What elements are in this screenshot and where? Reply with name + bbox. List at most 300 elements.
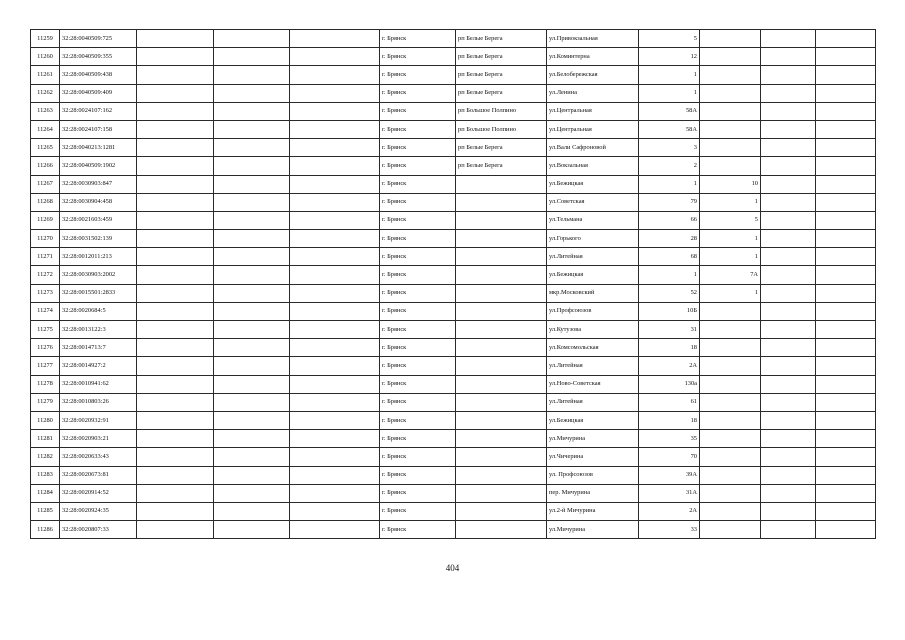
cell-empty <box>761 484 816 502</box>
cell-empty <box>137 375 214 393</box>
cell-empty <box>816 30 876 48</box>
cell-record-number: 11266 <box>31 157 60 175</box>
cell-street: ул.Литейная <box>547 393 639 411</box>
cell-cadastral-number: 32:28:0014927:2 <box>60 357 137 375</box>
cell-apartment: 1 <box>700 230 761 248</box>
cell-empty <box>137 484 214 502</box>
cell-empty <box>214 339 290 357</box>
cell-street: ул.Профсоюзов <box>547 302 639 320</box>
cell-city: г. Брянск <box>380 66 456 84</box>
table-row <box>31 448 876 466</box>
cell-empty <box>214 411 290 429</box>
cell-house-number: 35 <box>639 430 700 448</box>
cell-cadastral-number: 32:28:0015501:2833 <box>60 284 137 302</box>
cell-empty <box>214 230 290 248</box>
cell-empty <box>137 48 214 66</box>
cell-empty <box>761 120 816 138</box>
cell-record-number: 11277 <box>31 357 60 375</box>
cell-settlement: рп Большое Полпино <box>456 120 547 138</box>
cell-house-number: 39А <box>639 466 700 484</box>
cell-cadastral-number: 32:28:0030903:847 <box>60 175 137 193</box>
cell-settlement <box>456 193 547 211</box>
cell-record-number: 11267 <box>31 175 60 193</box>
cell-record-number: 11264 <box>31 120 60 138</box>
cell-empty <box>816 375 876 393</box>
cell-record-number: 11274 <box>31 302 60 320</box>
cell-empty <box>761 502 816 520</box>
cell-empty <box>137 193 214 211</box>
cell-empty <box>816 175 876 193</box>
cell-empty <box>816 193 876 211</box>
cell-empty <box>816 157 876 175</box>
cell-record-number: 11270 <box>31 230 60 248</box>
cell-empty <box>761 66 816 84</box>
cell-empty <box>214 321 290 339</box>
cell-city: г. Брянск <box>380 30 456 48</box>
cell-house-number: 2А <box>639 357 700 375</box>
cell-cadastral-number: 32:28:0013122:3 <box>60 321 137 339</box>
table-row <box>31 66 876 84</box>
cell-apartment <box>700 430 761 448</box>
cell-empty <box>816 120 876 138</box>
cell-city: г. Брянск <box>380 448 456 466</box>
cell-settlement <box>456 393 547 411</box>
table-row <box>31 411 876 429</box>
table-row <box>31 139 876 157</box>
cell-record-number: 11275 <box>31 321 60 339</box>
cell-settlement <box>456 521 547 539</box>
cell-apartment: 1 <box>700 248 761 266</box>
cell-empty <box>290 411 380 429</box>
table-row <box>31 266 876 284</box>
cell-house-number: 1 <box>639 266 700 284</box>
cell-apartment <box>700 30 761 48</box>
cell-empty <box>137 521 214 539</box>
cell-empty <box>137 120 214 138</box>
cell-empty <box>761 84 816 102</box>
cell-empty <box>214 139 290 157</box>
table-row <box>31 120 876 138</box>
cell-apartment <box>700 448 761 466</box>
cell-city: г. Брянск <box>380 139 456 157</box>
cell-empty <box>816 139 876 157</box>
cell-cadastral-number: 32:28:0024107:158 <box>60 120 137 138</box>
cell-cadastral-number: 32:28:0024107:162 <box>60 102 137 120</box>
cell-empty <box>214 466 290 484</box>
cell-record-number: 11271 <box>31 248 60 266</box>
cell-street: ул.Коминтерна <box>547 48 639 66</box>
cell-empty <box>137 393 214 411</box>
cell-street: ул.Ленина <box>547 84 639 102</box>
cell-empty <box>290 66 380 84</box>
cell-settlement <box>456 448 547 466</box>
cell-apartment <box>700 466 761 484</box>
cell-record-number: 11282 <box>31 448 60 466</box>
cell-empty <box>761 375 816 393</box>
cell-empty <box>761 48 816 66</box>
cell-empty <box>137 266 214 284</box>
cell-empty <box>761 175 816 193</box>
cell-city: г. Брянск <box>380 302 456 320</box>
cell-record-number: 11283 <box>31 466 60 484</box>
cell-street: ул.Мичурина <box>547 430 639 448</box>
cell-house-number: 70 <box>639 448 700 466</box>
cell-empty <box>761 357 816 375</box>
cell-settlement <box>456 284 547 302</box>
cell-street: ул.Центральная <box>547 120 639 138</box>
cell-empty <box>290 302 380 320</box>
cell-empty <box>214 266 290 284</box>
cell-empty <box>137 248 214 266</box>
page-number: 404 <box>445 563 460 573</box>
cell-empty <box>214 393 290 411</box>
cell-house-number: 61 <box>639 393 700 411</box>
cell-city: г. Брянск <box>380 248 456 266</box>
cell-cadastral-number: 32:28:0020684:5 <box>60 302 137 320</box>
cell-settlement <box>456 375 547 393</box>
cell-empty <box>761 302 816 320</box>
cell-apartment <box>700 66 761 84</box>
cell-record-number: 11269 <box>31 211 60 229</box>
cell-apartment <box>700 339 761 357</box>
cell-house-number: 28 <box>639 230 700 248</box>
cell-cadastral-number: 32:28:0040509:355 <box>60 48 137 66</box>
table-row <box>31 284 876 302</box>
cell-house-number: 2 <box>639 157 700 175</box>
cell-city: г. Брянск <box>380 466 456 484</box>
cell-record-number: 11285 <box>31 502 60 520</box>
cell-empty <box>816 502 876 520</box>
cell-settlement <box>456 357 547 375</box>
cell-empty <box>816 521 876 539</box>
registry-table-body <box>31 30 876 539</box>
cell-settlement <box>456 230 547 248</box>
cell-empty <box>761 211 816 229</box>
cell-city: г. Брянск <box>380 430 456 448</box>
cell-cadastral-number: 32:28:0020673:81 <box>60 466 137 484</box>
cell-empty <box>214 502 290 520</box>
cell-empty <box>761 321 816 339</box>
cell-street: ул.Центральная <box>547 102 639 120</box>
cell-house-number: 58А <box>639 120 700 138</box>
table-row <box>31 30 876 48</box>
cell-cadastral-number: 32:28:0021603:459 <box>60 211 137 229</box>
cell-empty <box>761 448 816 466</box>
cell-city: г. Брянск <box>380 266 456 284</box>
cell-cadastral-number: 32:28:0031502:139 <box>60 230 137 248</box>
cell-city: г. Брянск <box>380 48 456 66</box>
cell-apartment <box>700 502 761 520</box>
registry-sheet <box>30 29 876 539</box>
cell-city: г. Брянск <box>380 321 456 339</box>
cell-cadastral-number: 32:28:0012011:213 <box>60 248 137 266</box>
cell-house-number: 18 <box>639 411 700 429</box>
cell-city: г. Брянск <box>380 120 456 138</box>
cell-house-number: 1 <box>639 175 700 193</box>
table-row <box>31 175 876 193</box>
table-row <box>31 321 876 339</box>
cell-empty <box>290 139 380 157</box>
cell-apartment <box>700 139 761 157</box>
cell-empty <box>214 30 290 48</box>
cell-city: г. Брянск <box>380 411 456 429</box>
cell-record-number: 11272 <box>31 266 60 284</box>
table-row <box>31 357 876 375</box>
cell-street: ул.Горького <box>547 230 639 248</box>
cell-city: г. Брянск <box>380 175 456 193</box>
cell-empty <box>137 30 214 48</box>
cell-street: ул.Мичурина <box>547 521 639 539</box>
cell-city: г. Брянск <box>380 157 456 175</box>
cell-empty <box>761 521 816 539</box>
cell-cadastral-number: 32:28:0040509:1902 <box>60 157 137 175</box>
cell-cadastral-number: 32:28:0020924:35 <box>60 502 137 520</box>
cell-empty <box>816 339 876 357</box>
cell-settlement <box>456 484 547 502</box>
cell-record-number: 11286 <box>31 521 60 539</box>
cell-apartment <box>700 375 761 393</box>
cell-cadastral-number: 32:28:0030903:2002 <box>60 266 137 284</box>
cell-record-number: 11276 <box>31 339 60 357</box>
cell-house-number: 1 <box>639 84 700 102</box>
cell-house-number: 1 <box>639 66 700 84</box>
cell-record-number: 11260 <box>31 48 60 66</box>
cell-city: г. Брянск <box>380 211 456 229</box>
cell-empty <box>137 175 214 193</box>
cell-empty <box>214 302 290 320</box>
cell-city: г. Брянск <box>380 393 456 411</box>
cell-cadastral-number: 32:28:0020903:21 <box>60 430 137 448</box>
cell-settlement <box>456 502 547 520</box>
cell-street: ул.Бежицкая <box>547 411 639 429</box>
cell-empty <box>137 321 214 339</box>
cell-apartment: 1 <box>700 193 761 211</box>
cell-empty <box>214 66 290 84</box>
cell-street: ул.Комсомольская <box>547 339 639 357</box>
cell-empty <box>214 430 290 448</box>
cell-settlement <box>456 339 547 357</box>
cell-empty <box>137 211 214 229</box>
cell-empty <box>761 102 816 120</box>
cell-street: ул.Чичерина <box>547 448 639 466</box>
cell-empty <box>761 430 816 448</box>
cell-house-number: 18 <box>639 339 700 357</box>
cell-empty <box>214 102 290 120</box>
cell-cadastral-number: 32:28:0040213:1281 <box>60 139 137 157</box>
cell-street: ул.2-й Мичурина <box>547 502 639 520</box>
cell-settlement: рп Белые Берега <box>456 48 547 66</box>
cell-empty <box>214 193 290 211</box>
table-row <box>31 502 876 520</box>
cell-empty <box>761 393 816 411</box>
cell-street: ул.Белобережская <box>547 66 639 84</box>
cell-empty <box>290 339 380 357</box>
cell-apartment: 7А <box>700 266 761 284</box>
cell-empty <box>816 321 876 339</box>
cell-empty <box>761 230 816 248</box>
cell-empty <box>137 448 214 466</box>
cell-street: ул.Бежицкая <box>547 175 639 193</box>
cell-empty <box>816 230 876 248</box>
cell-settlement: рп Белые Берега <box>456 139 547 157</box>
cell-apartment: 5 <box>700 211 761 229</box>
table-row <box>31 157 876 175</box>
cell-empty <box>290 211 380 229</box>
cell-city: г. Брянск <box>380 339 456 357</box>
cell-empty <box>816 393 876 411</box>
cell-apartment <box>700 357 761 375</box>
cell-record-number: 11263 <box>31 102 60 120</box>
cell-street: мкр.Московский <box>547 284 639 302</box>
cell-empty <box>290 430 380 448</box>
cell-empty <box>816 448 876 466</box>
cell-empty <box>214 521 290 539</box>
cell-record-number: 11279 <box>31 393 60 411</box>
cell-empty <box>290 175 380 193</box>
table-row <box>31 302 876 320</box>
cell-cadastral-number: 32:28:0010803:26 <box>60 393 137 411</box>
cell-empty <box>816 302 876 320</box>
cell-cadastral-number: 32:28:0040509:725 <box>60 30 137 48</box>
cell-empty <box>214 448 290 466</box>
cell-empty <box>761 30 816 48</box>
table-row <box>31 193 876 211</box>
cell-settlement <box>456 248 547 266</box>
cell-empty <box>290 120 380 138</box>
cell-record-number: 11281 <box>31 430 60 448</box>
cell-empty <box>137 357 214 375</box>
cell-empty <box>290 357 380 375</box>
cell-apartment <box>700 411 761 429</box>
cell-settlement <box>456 466 547 484</box>
cell-house-number: 3 <box>639 139 700 157</box>
registry-table <box>30 29 876 539</box>
cell-empty <box>761 411 816 429</box>
cell-apartment <box>700 157 761 175</box>
cell-empty <box>137 139 214 157</box>
cell-empty <box>290 157 380 175</box>
cell-empty <box>816 466 876 484</box>
cell-empty <box>761 339 816 357</box>
cell-street: ул.Советская <box>547 193 639 211</box>
cell-empty <box>816 484 876 502</box>
cell-settlement: рп Белые Берега <box>456 84 547 102</box>
table-row <box>31 466 876 484</box>
cell-empty <box>761 266 816 284</box>
cell-cadastral-number: 32:28:0040509:438 <box>60 66 137 84</box>
cell-house-number: 33 <box>639 521 700 539</box>
cell-house-number: 130а <box>639 375 700 393</box>
cell-empty <box>816 211 876 229</box>
cell-apartment <box>700 302 761 320</box>
cell-empty <box>137 284 214 302</box>
cell-empty <box>290 193 380 211</box>
cell-house-number: 68 <box>639 248 700 266</box>
cell-record-number: 11265 <box>31 139 60 157</box>
cell-street: ул.Литейная <box>547 248 639 266</box>
cell-cadastral-number: 32:28:0020914:52 <box>60 484 137 502</box>
cell-house-number: 66 <box>639 211 700 229</box>
cell-record-number: 11273 <box>31 284 60 302</box>
table-row <box>31 521 876 539</box>
cell-empty <box>816 102 876 120</box>
cell-apartment <box>700 102 761 120</box>
cell-empty <box>290 521 380 539</box>
table-row <box>31 484 876 502</box>
cell-empty <box>290 284 380 302</box>
table-row <box>31 48 876 66</box>
cell-settlement <box>456 411 547 429</box>
cell-city: г. Брянск <box>380 484 456 502</box>
cell-empty <box>816 84 876 102</box>
table-row <box>31 430 876 448</box>
cell-apartment <box>700 120 761 138</box>
cell-city: г. Брянск <box>380 502 456 520</box>
cell-empty <box>137 66 214 84</box>
cell-settlement <box>456 211 547 229</box>
cell-empty <box>137 411 214 429</box>
cell-cadastral-number: 32:28:0040509:409 <box>60 84 137 102</box>
cell-empty <box>137 230 214 248</box>
cell-empty <box>761 139 816 157</box>
cell-empty <box>290 375 380 393</box>
cell-apartment: 1 <box>700 284 761 302</box>
cell-record-number: 11262 <box>31 84 60 102</box>
cell-house-number: 10Б <box>639 302 700 320</box>
cell-empty <box>214 284 290 302</box>
cell-street: ул.Литейная <box>547 357 639 375</box>
cell-empty <box>816 66 876 84</box>
cell-empty <box>290 321 380 339</box>
cell-house-number: 31 <box>639 321 700 339</box>
cell-empty <box>290 230 380 248</box>
cell-record-number: 11280 <box>31 411 60 429</box>
cell-apartment <box>700 393 761 411</box>
cell-empty <box>214 84 290 102</box>
cell-street: ул.Привокзальная <box>547 30 639 48</box>
table-row <box>31 84 876 102</box>
cell-empty <box>214 211 290 229</box>
cell-empty <box>214 357 290 375</box>
cell-apartment <box>700 484 761 502</box>
cell-empty <box>761 193 816 211</box>
cell-city: г. Брянск <box>380 357 456 375</box>
cell-house-number: 58А <box>639 102 700 120</box>
cell-street: ул. Профсоюзов <box>547 466 639 484</box>
cell-empty <box>137 466 214 484</box>
cell-house-number: 12 <box>639 48 700 66</box>
cell-empty <box>214 248 290 266</box>
cell-house-number: 31А <box>639 484 700 502</box>
cell-cadastral-number: 32:28:0030904:458 <box>60 193 137 211</box>
cell-empty <box>290 102 380 120</box>
cell-street: ул.Бежицкая <box>547 266 639 284</box>
cell-city: г. Брянск <box>380 102 456 120</box>
cell-house-number: 5 <box>639 30 700 48</box>
cell-settlement: рп Белые Берега <box>456 157 547 175</box>
cell-empty <box>761 248 816 266</box>
cell-street: пер. Мичурина <box>547 484 639 502</box>
cell-street: ул.Тельмана <box>547 211 639 229</box>
cell-cadastral-number: 32:28:0020633:43 <box>60 448 137 466</box>
cell-record-number: 11284 <box>31 484 60 502</box>
cell-settlement <box>456 430 547 448</box>
cell-empty <box>290 266 380 284</box>
cell-house-number: 79 <box>639 193 700 211</box>
table-row <box>31 393 876 411</box>
cell-city: г. Брянск <box>380 521 456 539</box>
cell-empty <box>214 375 290 393</box>
